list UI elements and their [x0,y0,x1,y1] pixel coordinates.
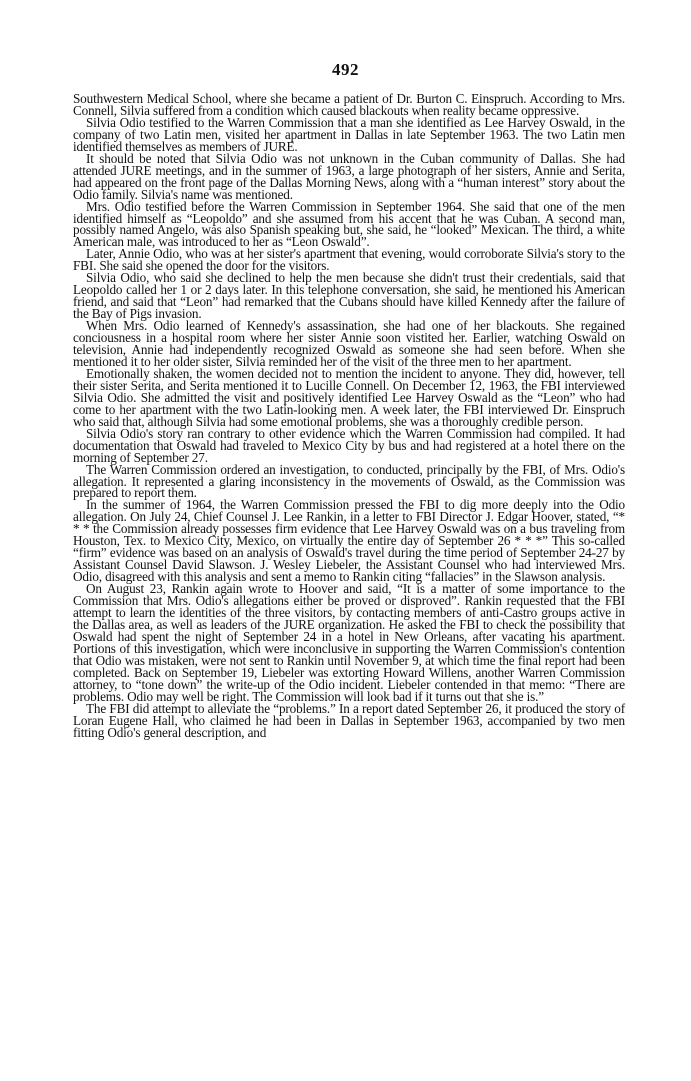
paragraph-3: It should be noted that Silvia Odio was not unknown in the Cuban community of Dallas. She had attended JURE meetings, and in the summer of 1963, a large photograph of her sisters, Annie and Serita, had appeared on the front page of the Dallas Morning News, along with a “human interest” story about the Odio family. Silvia's name was mentioned. [73,150,625,202]
paragraph-10: The Warren Commission ordered an investigation, to conducted, principally by the FBI, of Mrs. Odio's allegation. It represented a glaring inconsistency in the movements of Oswald, as the Commission was prepared to report them. [73,461,625,501]
paragraph-5: Later, Annie Odio, who was at her sister's apartment that evening, would corroborate Silvia's story to the FBI. She said she opened the door for the visitors. [73,246,625,274]
paragraph-2: Silvia Odio testified to the Warren Commission that a man she identified as Lee Harvey Oswald, in the company of two Latin men, visited her apartment in Dallas in late September 1963. The two Latin men identified themselves as members of JURE. [73,114,625,154]
paragraph-6: Silvia Odio, who said she declined to help the men because she didn't trust their credentials, said that Leopoldo called her 1 or 2 days later. In this telephone conversation, she said, he mentioned his American friend, and said that “Leon” had remarked that the Cubans should have killed Kennedy after the failure of the Bay of Pigs invasion. [73,270,625,322]
paragraph-8: Emotionally shaken, the women decided not to mention the incident to anyone. They did, however, tell their sister Serita, and Serita mentioned it to Lucille Connell. On December 12, 1963, the FBI interviewed Silvia Odio. She admitted the visit and positively identified Lee Harvey Oswald as the “Leon” who had come to her apartment with the two Latin-looking men. A week later, the FBI interviewed Dr. Einspruch who said that, although Silvia had some emotional problems, she was a thoroughly credible person. [73,365,625,429]
paragraph-12: On August 23, Rankin again wrote to Hoover and said, “It is a matter of some importance to the Commission that Mrs. Odio's allegations either be proved or disproved”. Rankin requested that the FBI attempt to learn the identities of the three visitors, by contacting members of anti-Castro groups active in the Dallas area, as well as leaders of the JURE organization. He asked the FBI to check the possibility that Oswald had spent the night of September 24 in a hotel in New Orleans, after vacating his apartment. Portions of this investigation, which were inconclusive in supporting the Warren Commission's contention that Odio was mistaken, were not sent to Rankin until November 9, at which time the final report had been completed. Back on September 19, Liebeler was extorting Howard Willens, another Warren Commission attorney, to “tone down” the write-up of the Odio incident. Liebeler contended in that memo: “There are problems. Odio may well be right. The Commission will look bad if it turns out that she is.” [73,581,625,704]
paragraph-11: In the summer of 1964, the Warren Commission pressed the FBI to dig more deeply into the Odio allegation. On July 24, Chief Counsel J. Lee Rankin, in a letter to FBI Director J. Edgar Hoover, stated, “* * * the Commission already possesses firm evidence that Lee Harvey Oswald was on a bus traveling from Houston, Tex. to Mexico City, Mexico, on virtually the entire day of September 26 * * *” This so-called “firm” evidence was based on an analysis of Oswald's travel during the time period of September 24-27 by Assistant Counsel David Slawson. J. Wesley Liebeler, the Assistant Counsel who had interviewed Mrs. Odio, disagreed with this analysis and sent a memo to Rankin citing “fallacies” in the Slawson analysis. [73,497,625,585]
paragraph-13: The FBI did attempt to alleviate the “problems.” In a report dated September 26, it produced the story of Loran Eugene Hall, who claimed he had been in Dallas in September 1963, accompanied by two men fitting Odio's general description, and [73,700,625,740]
page-number: 492 [332,60,359,79]
paragraph-4: Mrs. Odio testified before the Warren Commission in September 1964. She said that one of the men identified himself as “Leopoldo” and she assumed from his accent that he was Cuban. A second man, possibly named Angelo, was also Spanish speaking but, she said, he “looked” Mexican. The third, a white American male, was introduced to her as “Leon Oswald”. [73,198,625,250]
body-text [73,93,625,738]
paragraph-7: When Mrs. Odio learned of Kennedy's assassination, she had one of her blackouts. She regained conciousness in a hospital room where her sister Annie soon vistited her. Earlier, watching Oswald on television, Annie had independently recognized Oswald as someone she had seen before. When she mentioned it to her older sister, Silvia reminded her of the visit of the three men to her apartment. [73,318,625,369]
paragraph-9: Silvia Odio's story ran contrary to other evidence which the Warren Commission had compiled. It had documentation that Oswald had traveled to Mexico City by bus and had registered at a hotel there on the morning of September 27. [73,425,625,465]
paragraph-1: Southwestern Medical School, where she became a patient of Dr. Burton C. Einspruch. According to Mrs. Connell, Silvia suffered from a condition which caused blackouts when reality became oppressive. [73,91,625,118]
